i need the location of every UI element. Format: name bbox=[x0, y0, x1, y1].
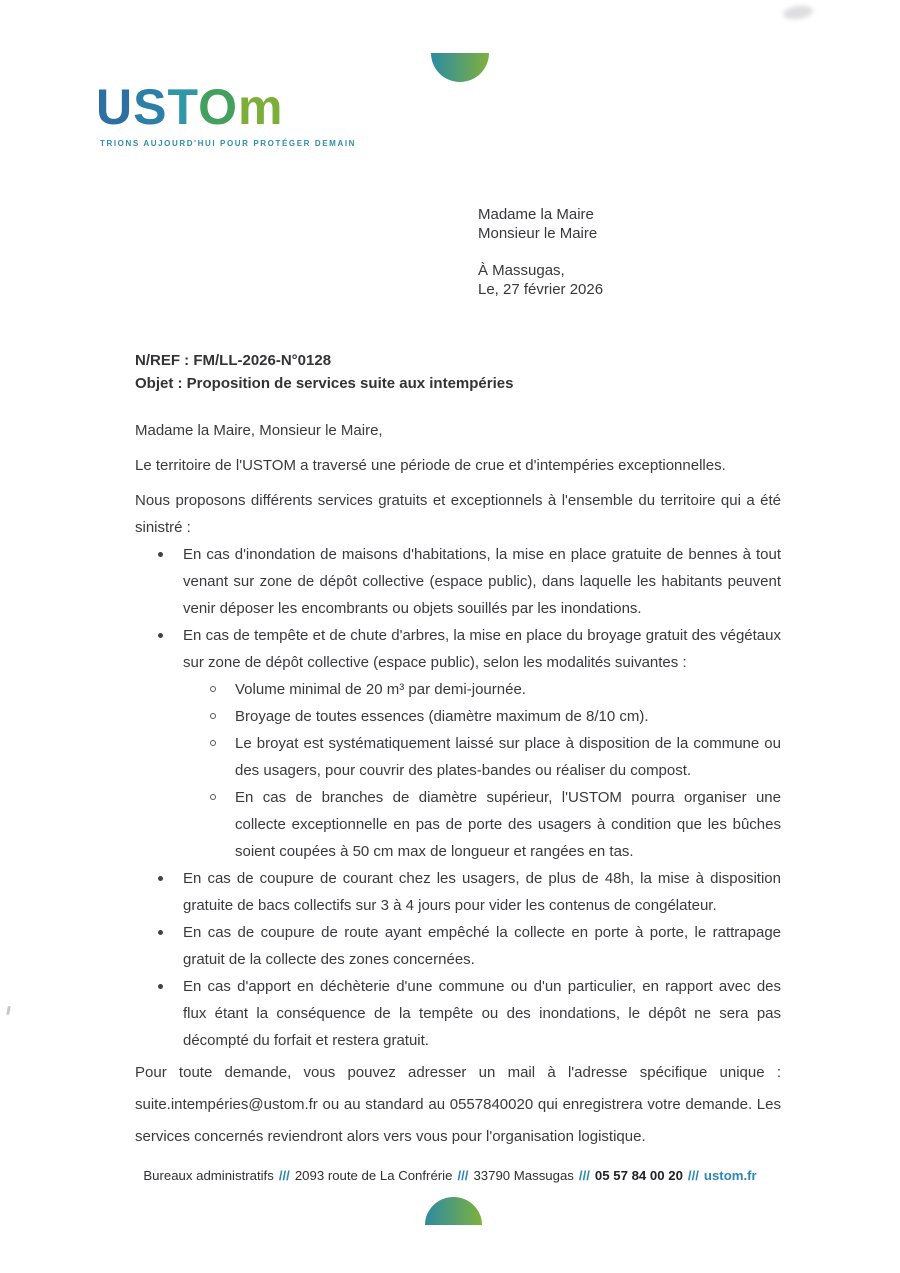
recipient-line: Monsieur le Maire bbox=[478, 225, 598, 242]
closing-paragraph: Pour toute demande, vous pouvez adresser un mail à l'adresse spécifique unique : suite.intempéries@ustom.fr ou au standard au 0557840020 qui enregistrera votre demande. Les services concernés reviendront alors vers vous pour l'organisation logistique. bbox=[135, 1064, 781, 1145]
bullet-marker-icon bbox=[158, 984, 163, 989]
bullet-marker-icon bbox=[158, 552, 163, 557]
sub-bullet-item bbox=[135, 730, 781, 784]
sub-bullet-item bbox=[135, 676, 781, 703]
sub-bullet-item bbox=[135, 703, 781, 730]
letter-place: À Massugas, bbox=[478, 262, 565, 279]
recipient-line: Madame la Maire bbox=[478, 206, 594, 223]
reference-number: N/REF : FM/LL-2026-N°0128 bbox=[135, 352, 332, 369]
bullet-marker-icon bbox=[158, 876, 163, 881]
scan-artifact-top-right bbox=[782, 4, 814, 21]
salutation: Madame la Maire, Monsieur le Maire, bbox=[135, 422, 383, 439]
bullet-item bbox=[135, 622, 781, 676]
bullet-text: En cas d'apport en déchèterie d'une commune ou d'un particulier, en rapport avec des flux étant la conséquence de la tempête ou des inondations, le dépôt ne sera pas décompté du forfait et restera gratuit. bbox=[183, 978, 781, 1049]
bullet-text: En cas de coupure de route ayant empêché la collecte en porte à porte, le rattrapage gratuit de la collecte des zones concernées. bbox=[183, 924, 781, 968]
letter-subject: Objet : Proposition de services suite aux intempéries bbox=[135, 375, 514, 392]
bullet-text: Broyage de toutes essences (diamètre maximum de 8/10 cm). bbox=[235, 708, 649, 725]
footer-address: 2093 route de La Confrérie bbox=[294, 1168, 453, 1183]
bullet-item bbox=[135, 541, 781, 622]
bullet-text: En cas de tempête et de chute d'arbres, la mise en place du broyage gratuit des végétaux sur zone de dépôt collective (espace public), selon les modalités suivantes : bbox=[183, 627, 781, 671]
footer-separator: /// bbox=[578, 1168, 590, 1183]
footer-contact-line bbox=[0, 1168, 900, 1183]
footer-website: ustom.fr bbox=[703, 1168, 757, 1183]
footer-separator: /// bbox=[457, 1168, 469, 1183]
reference-block bbox=[135, 349, 513, 395]
bullet-text: En cas de branches de diamètre supérieur, l'USTOM pourra organiser une collecte exceptionnelle en pas de porte des usagers à condition que les bûches soient coupées à 50 cm max de longueur et rangées en tas. bbox=[235, 789, 781, 860]
letter-paragraph: Nous proposons différents services gratuits et exceptionnels à l'ensemble du territoire qui a été sinistré : bbox=[135, 492, 781, 536]
decorative-semicircle-top bbox=[431, 53, 489, 82]
bullet-marker-icon bbox=[158, 930, 163, 935]
scan-artifact-left-edge bbox=[6, 1006, 11, 1015]
letter-date: Le, 27 février 2026 bbox=[478, 281, 604, 298]
logo-tagline: TRIONS AUJOURD'HUI POUR PROTÉGER DEMAIN bbox=[100, 139, 357, 148]
decorative-semicircle-bottom bbox=[425, 1197, 482, 1225]
letter-paragraph: Le territoire de l'USTOM a traversé une période de crue et d'intempéries exceptionnelles. bbox=[135, 457, 726, 474]
circle-marker-icon bbox=[210, 686, 216, 692]
spacer bbox=[478, 243, 603, 261]
bullet-text: Le broyat est systématiquement laissé sur place à disposition de la commune ou des usagers, pour couvrir des plates-bandes ou réaliser du compost. bbox=[235, 735, 781, 779]
circle-marker-icon bbox=[210, 794, 216, 800]
footer-city: 33790 Massugas bbox=[473, 1168, 574, 1183]
logo-wordmark: USTOm bbox=[96, 79, 284, 135]
circle-marker-icon bbox=[210, 713, 216, 719]
footer-separator: /// bbox=[278, 1168, 290, 1183]
bullet-marker-icon bbox=[158, 633, 163, 638]
circle-marker-icon bbox=[210, 740, 216, 746]
bullet-item bbox=[135, 865, 781, 919]
bullet-item bbox=[135, 973, 781, 1054]
bullet-item bbox=[135, 919, 781, 973]
bullet-text: En cas d'inondation de maisons d'habitations, la mise en place gratuite de bennes à tout venant sur zone de dépôt collective (espace public), dans laquelle les habitants peuvent venir déposer les encombrants ou objets souillés par les inondations. bbox=[183, 546, 781, 617]
footer-phone: 05 57 84 00 20 bbox=[594, 1168, 683, 1183]
bullet-text: Volume minimal de 20 m³ par demi-journée. bbox=[235, 681, 526, 698]
footer-separator: /// bbox=[687, 1168, 699, 1183]
footer-label: Bureaux administratifs bbox=[143, 1168, 274, 1183]
ustom-logo bbox=[96, 79, 357, 148]
sub-bullet-item bbox=[135, 784, 781, 865]
letter-body bbox=[135, 417, 781, 1153]
recipient-block bbox=[478, 205, 603, 299]
bullet-text: En cas de coupure de courant chez les usagers, de plus de 48h, la mise à disposition gratuite de bacs collectifs sur 3 à 4 jours pour vider les contenus de congélateur. bbox=[183, 870, 781, 914]
